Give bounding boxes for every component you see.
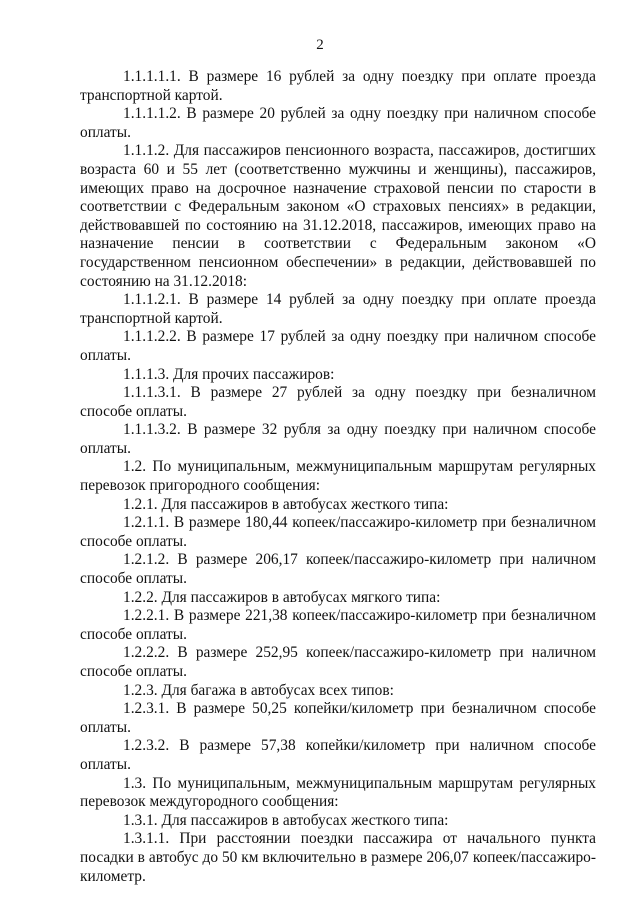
paragraph: 1.1.1.2.2. В размере 17 рублей за одну поездку при наличном способе оплаты. [80,328,596,364]
paragraph: 1.1.1.2.1. В размере 14 рублей за одну поездку при оплате проезда транспортной картой. [80,291,596,327]
paragraph: 1.2.2. Для пассажиров в автобусах мягкого типа: [123,588,441,606]
paragraph: 1.1.1.1.1. В размере 16 рублей за одну поездку при оплате проезда транспортной картой. [80,68,596,104]
paragraph: 1.2.2.1. В размере 221,38 копеек/пассажиро-километр при безналичном способе оплаты. [80,607,596,643]
paragraph: 1.3. По муниципальным, межмуниципальным маршрутам регулярных перевозок междугородного сообщения: [80,774,596,811]
paragraph: 1.1.1.3.2. В размере 32 рубля за одну поездку при наличном способе оплаты. [80,421,596,457]
paragraph: 1.1.1.2. Для пассажиров пенсионного возраста, пассажиров, достигших возраста 60 и 55 лет (соответственно мужчины и женщины), пассажиров, имеющих право на досрочное назначение страховой пенсии по старости в соответствии с Федеральным законом «О страховых пенсиях» в редакции, действовавшей по состоянию на 31.12.2018, пассажиров, имеющих право на назначение пенсии в соответствии с Федеральным законом «О государственном пенсионном обеспечении» в редакции, действовавшей по состоянию на 31.12.2018: [80,142,596,290]
paragraph: 1.3.1.1. При расстоянии поездки пассажира от начального пункта посадки в автобус до 50 км включительно в размере 206,07 копеек/пассажиро-километр. [80,830,596,885]
paragraph: 1.2.3. Для багажа в автобусах всех типов: [123,681,394,699]
paragraph: 1.1.1.1.2. В размере 20 рублей за одну поездку при наличном способе оплаты. [80,105,596,141]
paragraph: 1.3.1. Для пассажиров в автобусах жесткого типа: [123,811,449,829]
paragraph: 1.2.1.1. В размере 180,44 копеек/пассажиро-километр при безналичном способе оплаты. [80,514,596,550]
paragraph: 1.2.2.2. В размере 252,95 копеек/пассажиро-километр при наличном способе оплаты. [80,644,596,680]
paragraph: 1.2.3.2. В размере 57,38 копейки/километр при наличном способе оплаты. [80,737,596,773]
paragraph: 1.2.1. Для пассажиров в автобусах жесткого типа: [123,495,449,513]
page-number: 2 [316,37,324,53]
paragraph: 1.1.1.3. Для прочих пассажиров: [123,365,335,383]
paragraph: 1.2.3.1. В размере 50,25 копейки/километр при безналичном способе оплаты. [80,700,596,736]
document-body [80,68,596,886]
paragraph: 1.1.1.3.1. В размере 27 рублей за одну поездку при безналичном способе оплаты. [80,384,596,420]
paragraph: 1.2. По муниципальным, межмуниципальным маршрутам регулярных перевозок пригородного сообщения: [80,458,596,495]
paragraph: 1.2.1.2. В размере 206,17 копеек/пассажиро-километр при наличном способе оплаты. [80,551,596,588]
